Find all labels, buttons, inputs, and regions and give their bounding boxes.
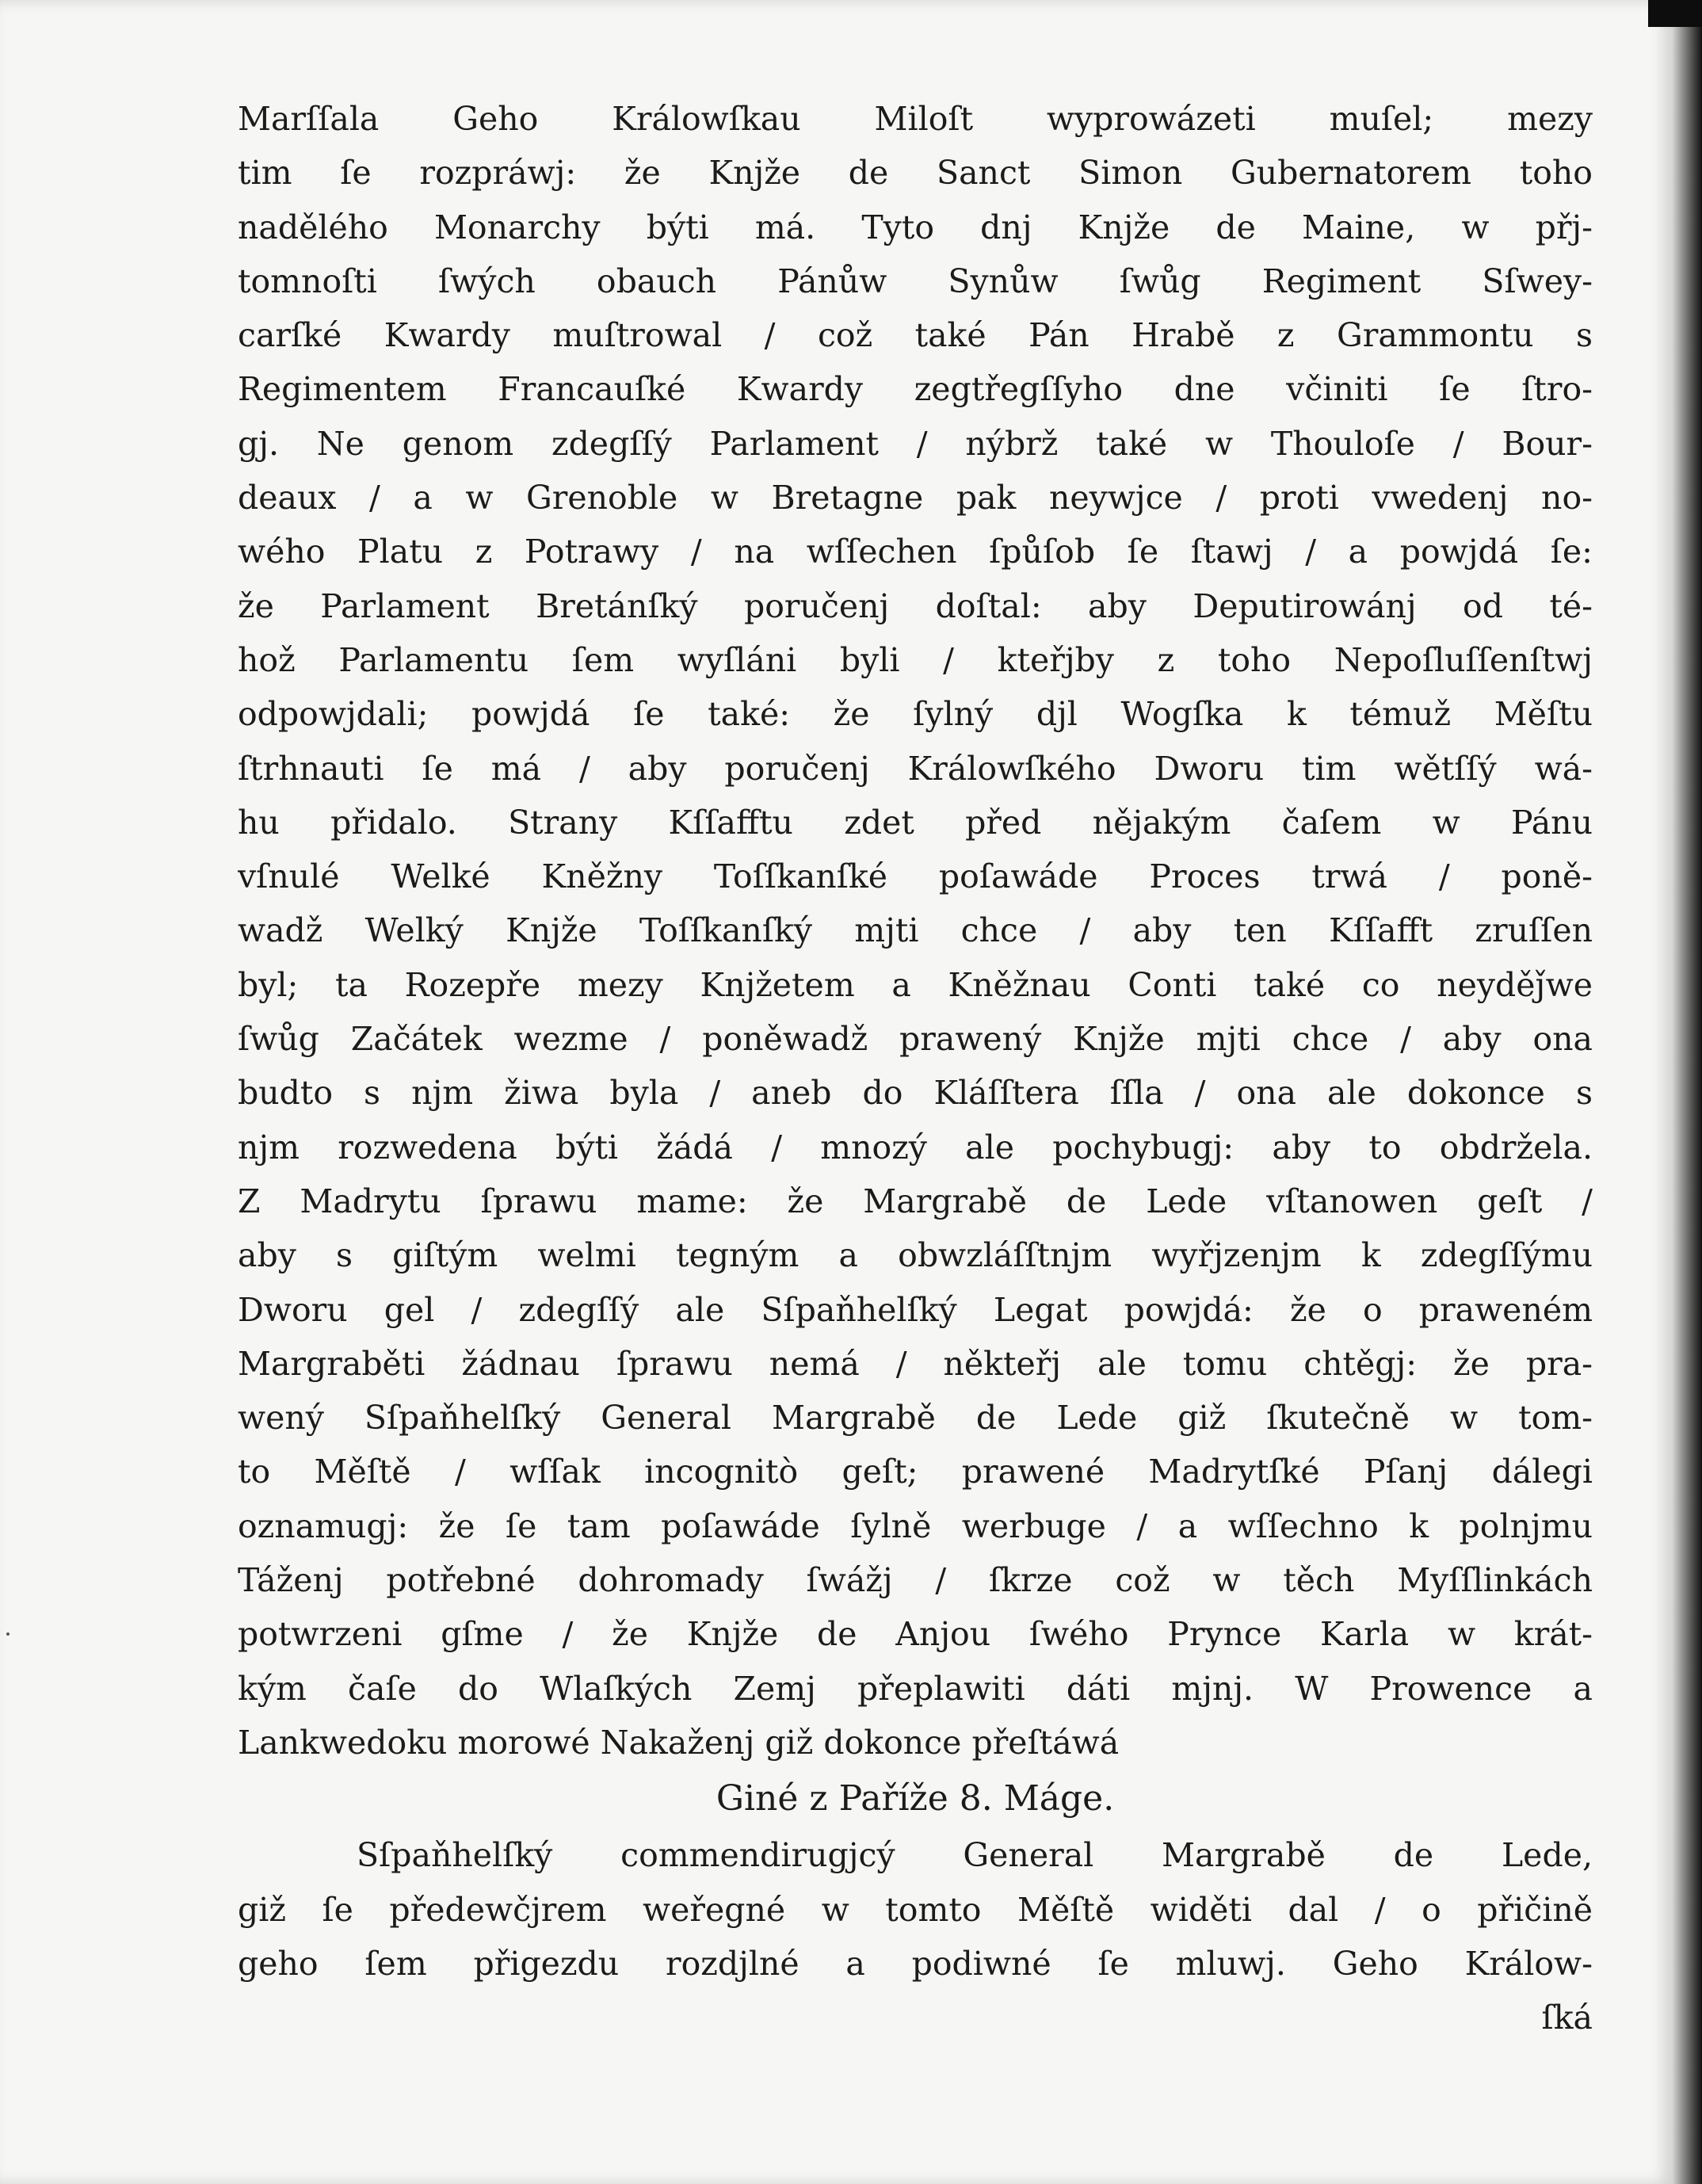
text-line: Z Madrytu ſprawu mame: že Margrabě de Lede vſtanowen geſt / — [238, 1182, 1593, 1220]
text-line: potwrzeni gſme / že Knjže de Anjou ſwého Prynce Karla w krát- — [238, 1615, 1593, 1654]
text-line: Táženj potřebné dohromady ſwážj / ſkrze což w těch Myſſlinkách — [238, 1561, 1593, 1600]
text-line: vſnulé Welké Kněžny Toſſkanſké poſawáde Proces trwá / poně- — [238, 857, 1593, 896]
text-line: byl; ta Rozepře mezy Knjžetem a Kněžnau Conti také co neyděǰwe — [238, 965, 1593, 1004]
text-body — [238, 92, 1593, 2045]
text-line: odpowjdali; powjdá ſe také: že ſylný djl Wogſka k témuž Měſtu — [238, 695, 1593, 734]
scan-corner-shadow — [1648, 0, 1702, 27]
page-edge-shadow — [1672, 0, 1702, 2184]
text-line: Margraběti žádnau ſprawu nemá / někteřj ale tomu chtěgj: že pra- — [238, 1344, 1593, 1383]
section-heading: Giné z Paříže 8. Máge. — [716, 1778, 1115, 1819]
text-line: gj. Ne genom zdegſſý Parlament / nýbrž také w Thouloſe / Bour- — [238, 424, 1593, 463]
text-line: wého Platu z Potrawy / na wſſechen ſpůſob ſe ſtawj / a powjdá ſe: — [238, 533, 1593, 571]
text-line: ſwůg Začátek wezme / poněwadž prawený Knjže mjti chce / aby ona — [238, 1020, 1593, 1059]
text-line: ſtrhnauti ſe má / aby poručenj Králowſkého Dworu tim wětſſý wá- — [238, 749, 1593, 788]
text-line: wený Sſpaňhelſký General Margrabě de Lede giž ſkutečně w tom- — [238, 1399, 1593, 1438]
text-line: Lankwedoku morowé Nakaženj giž dokonce přeſtáwá — [238, 1723, 1120, 1762]
text-line: wadž Welký Knjže Toſſkanſký mjti chce / aby ten Kſſafft zruſſen — [238, 911, 1593, 950]
text-line: giž ſe předewčjrem weřegné w tomto Měſtě widěti dal / o přičině — [238, 1890, 1593, 1929]
text-line: Sſpaňhelſký commendirugjcý General Margrabě de Lede, — [357, 1836, 1593, 1875]
text-line: Dworu gel / zdegſſý ale Sſpaňhelſký Legat powjdá: že o praweném — [238, 1290, 1593, 1329]
margin-mark — [6, 1632, 10, 1636]
text-line: njm rozwedena býti žádá / mnozý ale pochybugj: aby to obdržela. — [238, 1128, 1593, 1166]
text-line: carſké Kwardy muſtrowal / což také Pán Hrabě z Grammontu s — [238, 316, 1593, 355]
text-line: tomnoſti ſwých obauch Pánůw Synůw ſwůg Regiment Sſwey- — [238, 262, 1593, 300]
text-line: geho ſem přigezdu rozdjlné a podiwné ſe mluwj. Geho Králow- — [238, 1944, 1593, 1983]
text-line: nadělého Monarchy býti má. Tyto dnj Knjže de Maine, w přj- — [238, 208, 1593, 246]
text-line: hož Parlamentu ſem wyſláni byli / kteřjby z toho Nepoſluſſenſtwj — [238, 640, 1593, 679]
text-line: že Parlament Bretánſký poručenj doſtal: aby Deputirowánj od té- — [238, 586, 1593, 625]
text-line: Regimentem Francauſké Kwardy zegtřegſſyho dne včiniti ſe ſtro- — [238, 370, 1593, 409]
text-line: budto s njm žiwa byla / aneb do Kláſſtera ſſla / ona ale dokonce s — [238, 1074, 1593, 1113]
text-line: to Měſtě / wſſak incognitò geſt; prawené Madrytſké Pſanj dálegi — [238, 1453, 1593, 1491]
text-line: Marſſala Geho Králowſkau Miloſt wyprowázeti muſel; mezy — [238, 100, 1593, 138]
text-line: oznamugj: že ſe tam poſawáde ſylně werbuge / a wſſechno k polnjmu — [238, 1506, 1593, 1545]
text-line: hu přidalo. Strany Kſſafftu zdet před nějakým čaſem w Pánu — [238, 803, 1593, 842]
catchword: ſká — [1541, 1999, 1593, 2037]
text-line: kým čaſe do Wlaſkých Zemj přeplawiti dáti mjnj. W Prowence a — [238, 1669, 1593, 1708]
text-line: aby s giſtým welmi tegným a obwzláſſtnjm wyřjzenjm k zdegſſýmu — [238, 1236, 1593, 1275]
text-line: deaux / a w Grenoble w Bretagne pak neywjce / proti vwedenj no- — [238, 479, 1593, 517]
text-line: tim ſe rozpráwj: že Knjže de Sanct Simon Gubernatorem toho — [238, 154, 1593, 193]
